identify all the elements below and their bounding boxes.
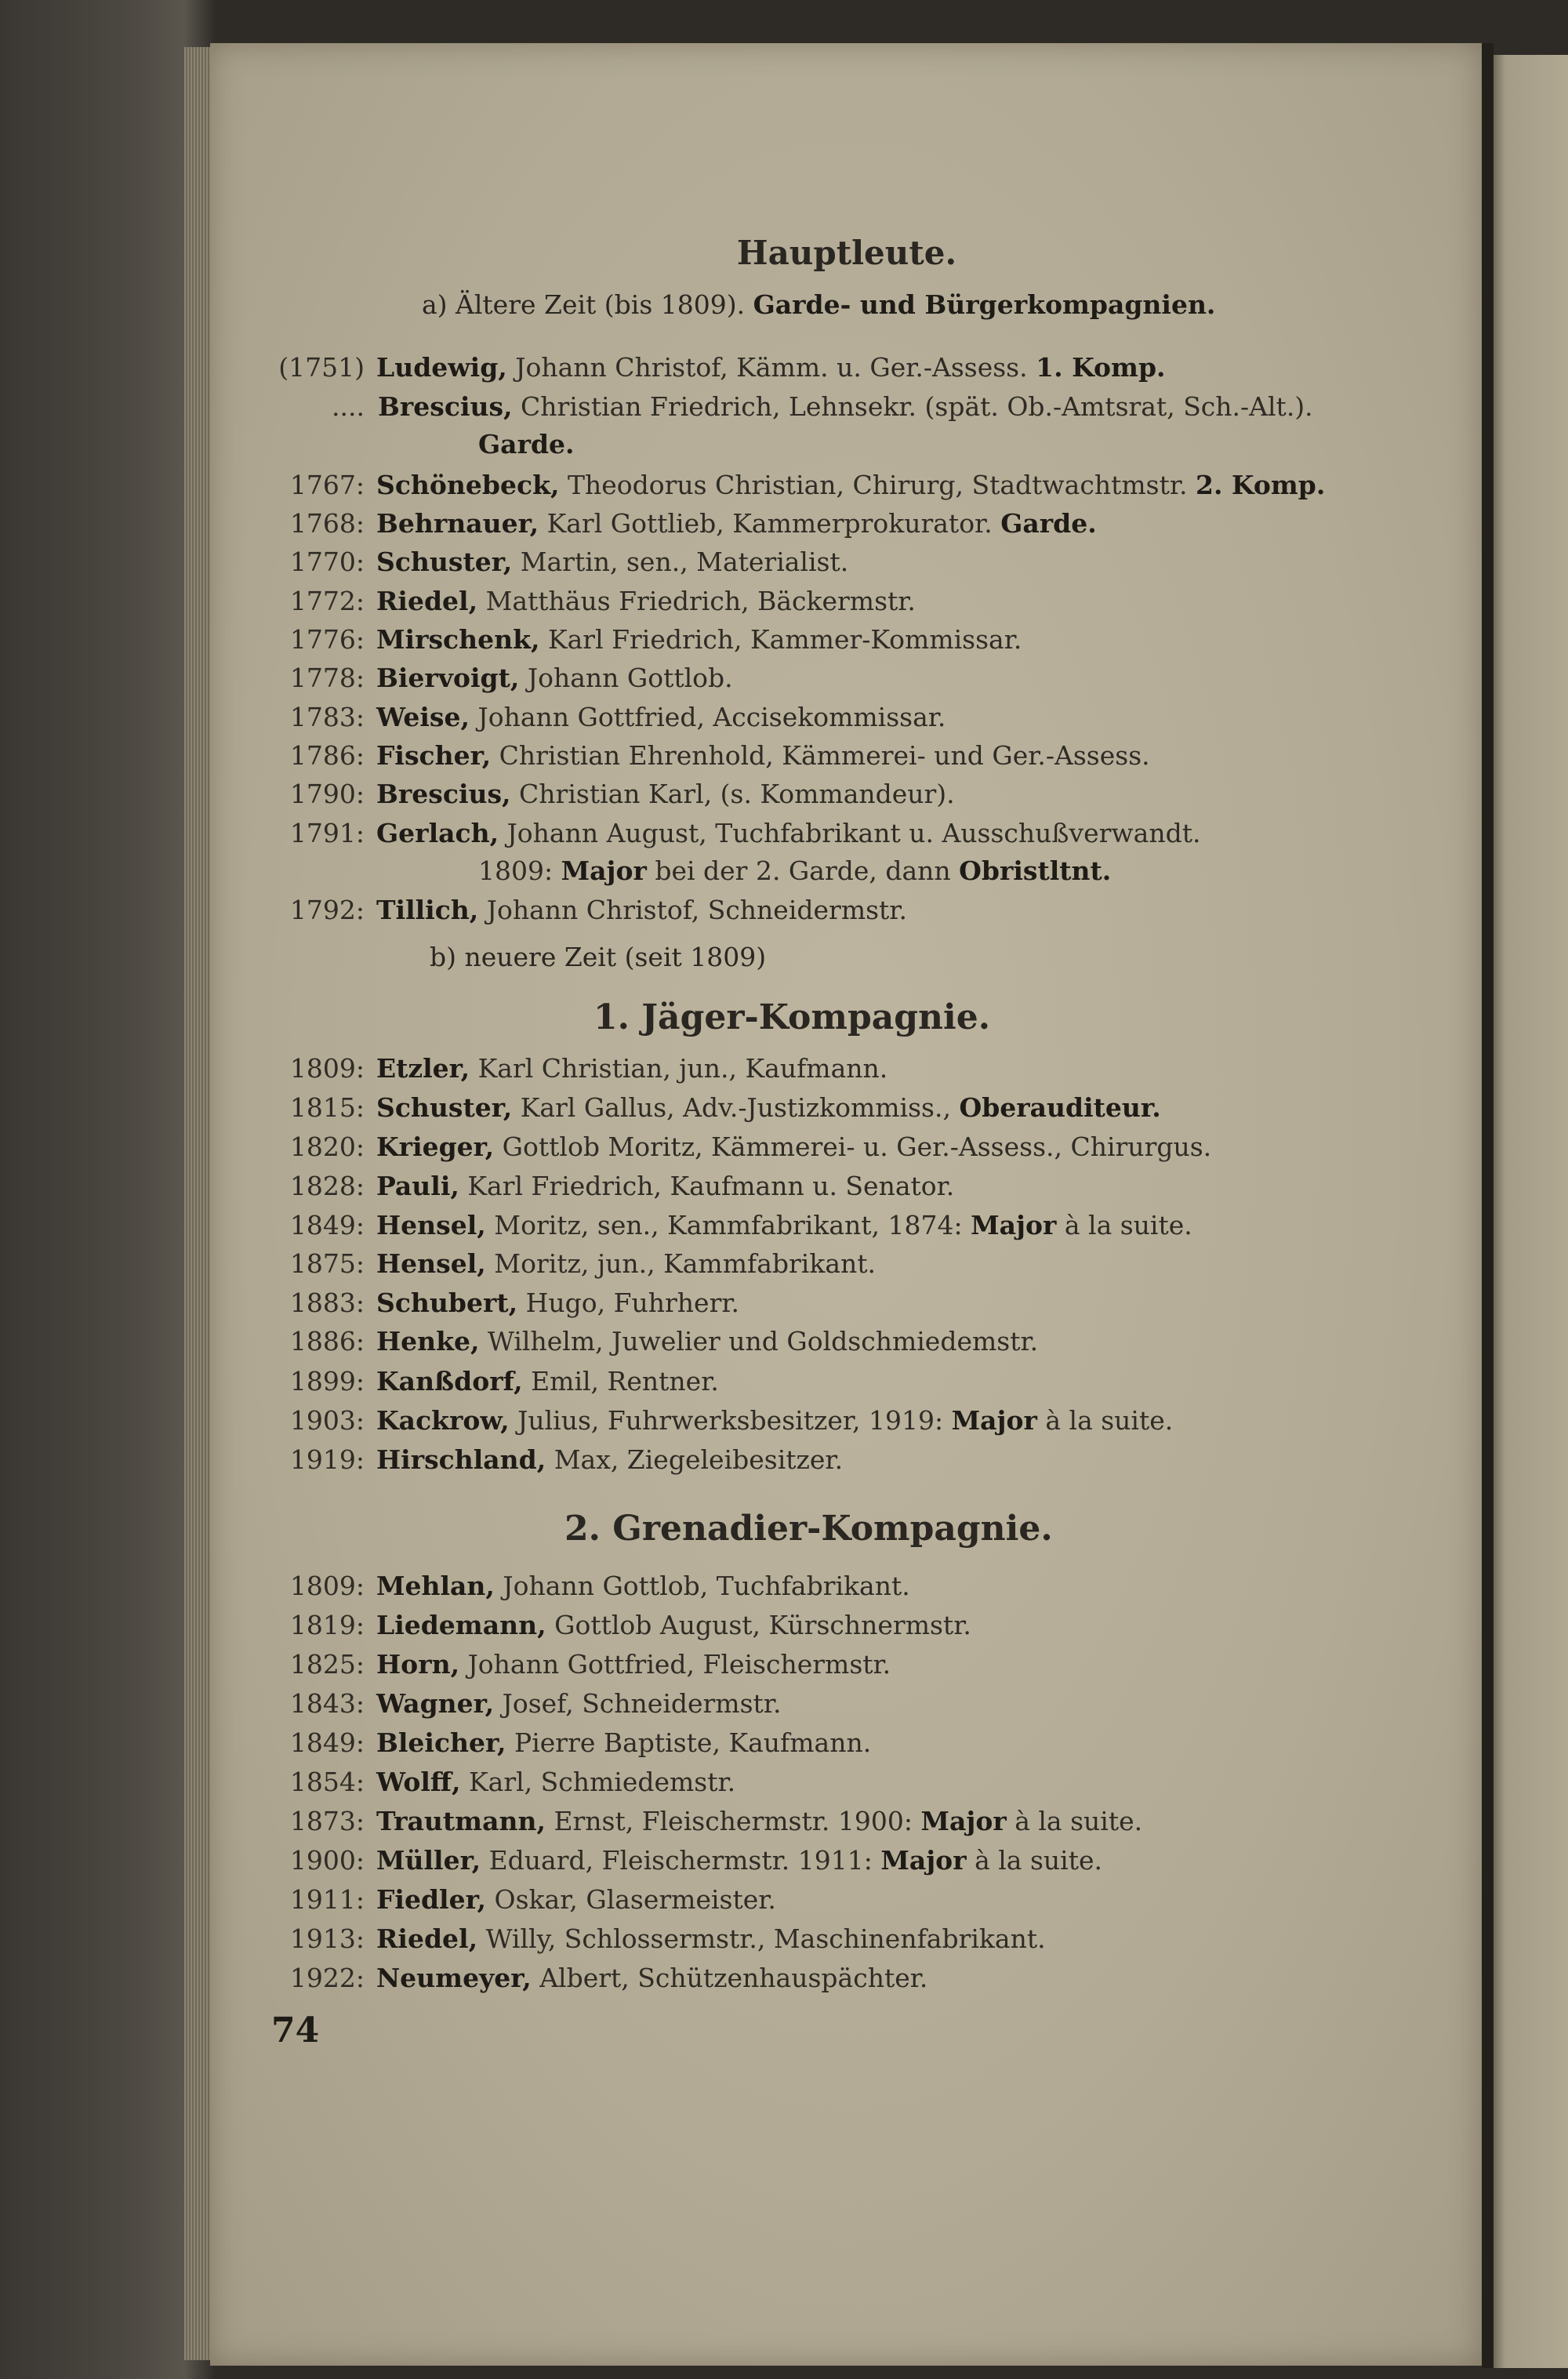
- entry-name: Gerlach,: [376, 818, 499, 848]
- section-b-title: b) neuere Zeit (seit 1809): [430, 942, 767, 972]
- entry-year: 1919:: [289, 1444, 365, 1475]
- entry-year: 1849:: [289, 1727, 365, 1758]
- entry-text: Wilhelm, Juwelier und Goldschmiedemstr.: [488, 1326, 1039, 1357]
- entry-name: Brescius,: [378, 391, 513, 422]
- entry-text: Karl, Schmiedemstr.: [469, 1767, 736, 1797]
- entry-suffix: Oberauditeur.: [959, 1092, 1161, 1123]
- entry-name: Schönebeck,: [376, 470, 560, 500]
- entry-text: Christian Friedrich, Lehnsekr. (spät. Ob.-Amtsrat, Sch.-Alt.).: [521, 391, 1313, 422]
- entry-row: [376, 472, 1325, 498]
- entry-text: Emil, Rentner.: [531, 1366, 719, 1397]
- entry-name: Müller,: [376, 1845, 481, 1876]
- entry-text: Theodorus Christian, Chirurg, Stadtwachtmstr.: [567, 470, 1188, 500]
- entry-row: [376, 820, 1200, 846]
- entry-row: [376, 1612, 971, 1638]
- entry-text: Johann Gottlob, Tuchfabrikant.: [503, 1571, 910, 1601]
- entry-name: Hensel,: [376, 1248, 486, 1279]
- entry-name: Henke,: [376, 1326, 480, 1357]
- entry-row: [376, 1131, 1212, 1162]
- entry-name: Riedel,: [376, 586, 478, 616]
- entry-suffix: Major: [971, 1210, 1057, 1240]
- entry-name: Schuster,: [376, 547, 513, 577]
- entry-year: 1899:: [289, 1366, 365, 1397]
- entry-year: 1809:: [289, 1053, 365, 1084]
- entry-text: Julius, Fuhrwerksbesitzer, 1919:: [517, 1405, 944, 1436]
- entry-year: 1883:: [289, 1288, 365, 1318]
- entry-year: 1843:: [289, 1688, 365, 1719]
- entry-text: Pierre Baptiste, Kaufmann.: [514, 1727, 872, 1758]
- entry-row: [376, 1405, 1174, 1436]
- entry-year: 1913:: [289, 1923, 365, 1954]
- entry-text: Willy, Schlossermstr., Maschinenfabrikant.: [485, 1923, 1046, 1954]
- entry-year: 1900:: [289, 1845, 365, 1876]
- entry-year: 1828:: [289, 1171, 365, 1201]
- book-gutter: [1482, 43, 1494, 2368]
- entry-row: [376, 1884, 776, 1915]
- entry-text: Max, Ziegeleibesitzer.: [554, 1444, 844, 1475]
- entry-tail: à la suite.: [966, 1845, 1102, 1876]
- entry-text: Christian Ehrenhold, Kämmerei- und Ger.-Assess.: [499, 740, 1150, 771]
- entry-row: [378, 391, 1313, 422]
- entry-row: [376, 588, 916, 614]
- section-a-prefix: a) Ältere Zeit (bis 1809).: [422, 289, 746, 320]
- entry-name: Weise,: [376, 702, 470, 732]
- entry-text: Moritz, jun., Kammfabrikant.: [494, 1248, 877, 1279]
- entry-tail: à la suite.: [1006, 1806, 1143, 1836]
- entry-text: Ernst, Fleischermstr. 1900:: [554, 1806, 913, 1836]
- entry-text: Oskar, Glasermeister.: [494, 1884, 776, 1915]
- entry-year: 1767:: [289, 470, 365, 500]
- entry-name: Kackrow,: [376, 1405, 510, 1436]
- entry-text-cont: bei der 2. Garde, dann: [646, 855, 960, 886]
- entry-row: [376, 1092, 1161, 1123]
- entry-year: 1783:: [289, 702, 365, 732]
- entry-row: [376, 1053, 888, 1084]
- entry-row: [376, 1366, 719, 1397]
- entry-name: Tillich,: [376, 895, 479, 925]
- entry-year: 1809:: [289, 1571, 365, 1601]
- entry-text: Karl Gallus, Adv.-Justizkommiss.,: [520, 1092, 951, 1123]
- entry-year: 1886:: [289, 1326, 365, 1357]
- entry-name: Behrnauer,: [376, 508, 539, 539]
- entry-row: [376, 704, 946, 730]
- entry-row: [376, 781, 955, 807]
- entry-text: Christian Karl, (s. Kommandeur).: [519, 779, 955, 809]
- section-a-bold: Garde- und Bürgerkompagnien.: [753, 289, 1216, 320]
- entry-text: Moritz, sen., Kammfabrikant, 1874:: [494, 1210, 963, 1240]
- entry-suffix: Garde.: [478, 429, 575, 459]
- entry-row: [376, 352, 1166, 383]
- entry-name: Hirschland,: [376, 1444, 546, 1475]
- entry-name: Mirschenk,: [376, 624, 540, 655]
- entry-name: Wolff,: [376, 1767, 461, 1797]
- entry-text: Johann Gottfried, Accisekommissar.: [477, 702, 946, 732]
- entry-year: 1820:: [289, 1131, 365, 1162]
- entry-year: 1770:: [289, 547, 365, 577]
- entry-row: [376, 1290, 739, 1316]
- page-edges: [184, 47, 210, 2360]
- entry-text: Albert, Schützenhauspächter.: [539, 1963, 928, 1993]
- entry-tail: à la suite.: [1056, 1210, 1192, 1240]
- entry-text: Johann Gottfried, Fleischermstr.: [467, 1649, 891, 1680]
- entry-name: Liedemann,: [376, 1610, 546, 1640]
- entry-name: Wagner,: [376, 1688, 495, 1719]
- entry-row: [376, 1444, 844, 1475]
- facing-page-edge: [1494, 55, 1568, 2368]
- entry-text: 1809:: [478, 855, 561, 886]
- entry-row: [376, 1769, 735, 1795]
- entry-text: Martin, sen., Materialist.: [520, 547, 849, 577]
- entry-year: 1854:: [289, 1767, 365, 1797]
- entry-row: [376, 549, 848, 575]
- entry-row: [376, 740, 1150, 771]
- entry-text: Gottlob Moritz, Kämmerei- u. Ger.-Assess., Chirurgus.: [502, 1131, 1212, 1162]
- entry-text: Matthäus Friedrich, Bäckermstr.: [485, 586, 916, 616]
- entry-text: Karl Christian, jun., Kaufmann.: [477, 1053, 888, 1084]
- entry-name: Mehlan,: [376, 1571, 495, 1601]
- entry-name: Biervoigt,: [376, 663, 520, 693]
- entry-year: 1786:: [289, 740, 365, 771]
- entry-suffix: Major: [920, 1806, 1007, 1836]
- entry-year: 1791:: [289, 818, 365, 848]
- entry-text: Johann August, Tuchfabrikant u. Ausschußverwandt.: [506, 818, 1201, 848]
- entry-row: [376, 1173, 954, 1199]
- page-number: 74: [271, 2010, 320, 2050]
- entry-row: [376, 665, 733, 691]
- entry-year: 1873:: [289, 1806, 365, 1836]
- entry-row: [478, 431, 575, 457]
- entry-name: Horn,: [376, 1649, 460, 1680]
- entry-year: 1815:: [289, 1092, 365, 1123]
- entry-suffix: 1. Komp.: [1036, 352, 1166, 383]
- entry-name: Riedel,: [376, 1923, 478, 1954]
- entry-year: 1776:: [289, 624, 365, 655]
- entry-row: [376, 1688, 782, 1719]
- entry-name: Brescius,: [376, 779, 511, 809]
- entry-year: (1751): [278, 352, 365, 383]
- entry-name: Etzler,: [376, 1053, 470, 1084]
- heading-jaeger-kompagnie: 1. Jäger-Kompagnie.: [593, 997, 991, 1037]
- entry-name: Hensel,: [376, 1210, 486, 1240]
- entry-tail: à la suite.: [1036, 1405, 1174, 1436]
- entry-name: Ludewig,: [376, 352, 507, 383]
- entry-year: 1911:: [289, 1884, 365, 1915]
- entry-name: Schubert,: [376, 1288, 518, 1318]
- entry-row: [478, 855, 1112, 886]
- entry-name: Kanßdorf,: [376, 1366, 523, 1397]
- entry-text: Johann Christof, Kämm. u. Ger.-Assess.: [515, 352, 1028, 383]
- entry-row: [376, 1923, 1046, 1954]
- entry-year: 1875:: [289, 1248, 365, 1279]
- entry-year: 1819:: [289, 1610, 365, 1640]
- entry-year: 1768:: [289, 508, 365, 539]
- entry-name: Neumeyer,: [376, 1963, 532, 1993]
- entry-year: 1903:: [289, 1405, 365, 1436]
- entry-year: 1778:: [289, 663, 365, 693]
- entry-row: [376, 1808, 1142, 1834]
- entry-row: [376, 1212, 1192, 1238]
- entry-name: Schuster,: [376, 1092, 513, 1123]
- entry-row: [376, 1573, 910, 1599]
- heading-grenadier-kompagnie: 2. Grenadier-Kompagnie.: [564, 1509, 1053, 1549]
- entry-suffix: Garde.: [1000, 508, 1097, 539]
- entry-year: 1922:: [289, 1963, 365, 1993]
- entry-year: 1792:: [289, 895, 365, 925]
- entry-year: 1790:: [289, 779, 365, 809]
- page-heading: Hauptleute.: [736, 234, 957, 272]
- entry-bold: Major: [561, 855, 647, 886]
- entry-text: Karl Friedrich, Kaufmann u. Senator.: [467, 1171, 955, 1201]
- entry-row: [376, 1965, 927, 1991]
- entry-name: Fischer,: [376, 740, 492, 771]
- entry-text: Johann Gottlob.: [527, 663, 733, 693]
- entry-name: Fiedler,: [376, 1884, 487, 1915]
- entry-row: [376, 1727, 872, 1758]
- entry-text: Hugo, Fuhrherr.: [525, 1288, 739, 1318]
- entry-row: [376, 508, 1097, 539]
- entry-text: Josef, Schneidermstr.: [502, 1688, 782, 1719]
- entry-text: Karl Gottlieb, Kammerprokurator.: [546, 508, 993, 539]
- entry-text: Karl Friedrich, Kammer-Kommissar.: [547, 624, 1022, 655]
- entry-year: ....: [332, 391, 365, 422]
- entry-year: 1772:: [289, 586, 365, 616]
- entry-name: Pauli,: [376, 1171, 459, 1201]
- entry-row: [376, 1326, 1039, 1357]
- entry-text: Johann Christof, Schneidermstr.: [486, 895, 907, 925]
- entry-name: Bleicher,: [376, 1727, 506, 1758]
- entry-name: Trautmann,: [376, 1806, 546, 1836]
- entry-suffix: Major: [880, 1845, 967, 1876]
- entry-row: [376, 1248, 877, 1279]
- entry-name: Krieger,: [376, 1131, 495, 1162]
- entry-row: [376, 1845, 1102, 1876]
- entry-suffix: Major: [951, 1405, 1037, 1436]
- entry-year: 1849:: [289, 1210, 365, 1240]
- entry-row: [376, 1649, 891, 1680]
- entry-text: Gottlob August, Kürschnermstr.: [554, 1610, 971, 1640]
- entry-year: 1825:: [289, 1649, 365, 1680]
- section-a-title: [422, 289, 1216, 320]
- entry-suffix: 2. Komp.: [1195, 470, 1326, 500]
- entry-suffix: Obristltnt.: [959, 855, 1112, 886]
- entry-row: [376, 624, 1022, 655]
- entry-row: [376, 897, 907, 923]
- entry-text: Eduard, Fleischermstr. 1911:: [488, 1845, 873, 1876]
